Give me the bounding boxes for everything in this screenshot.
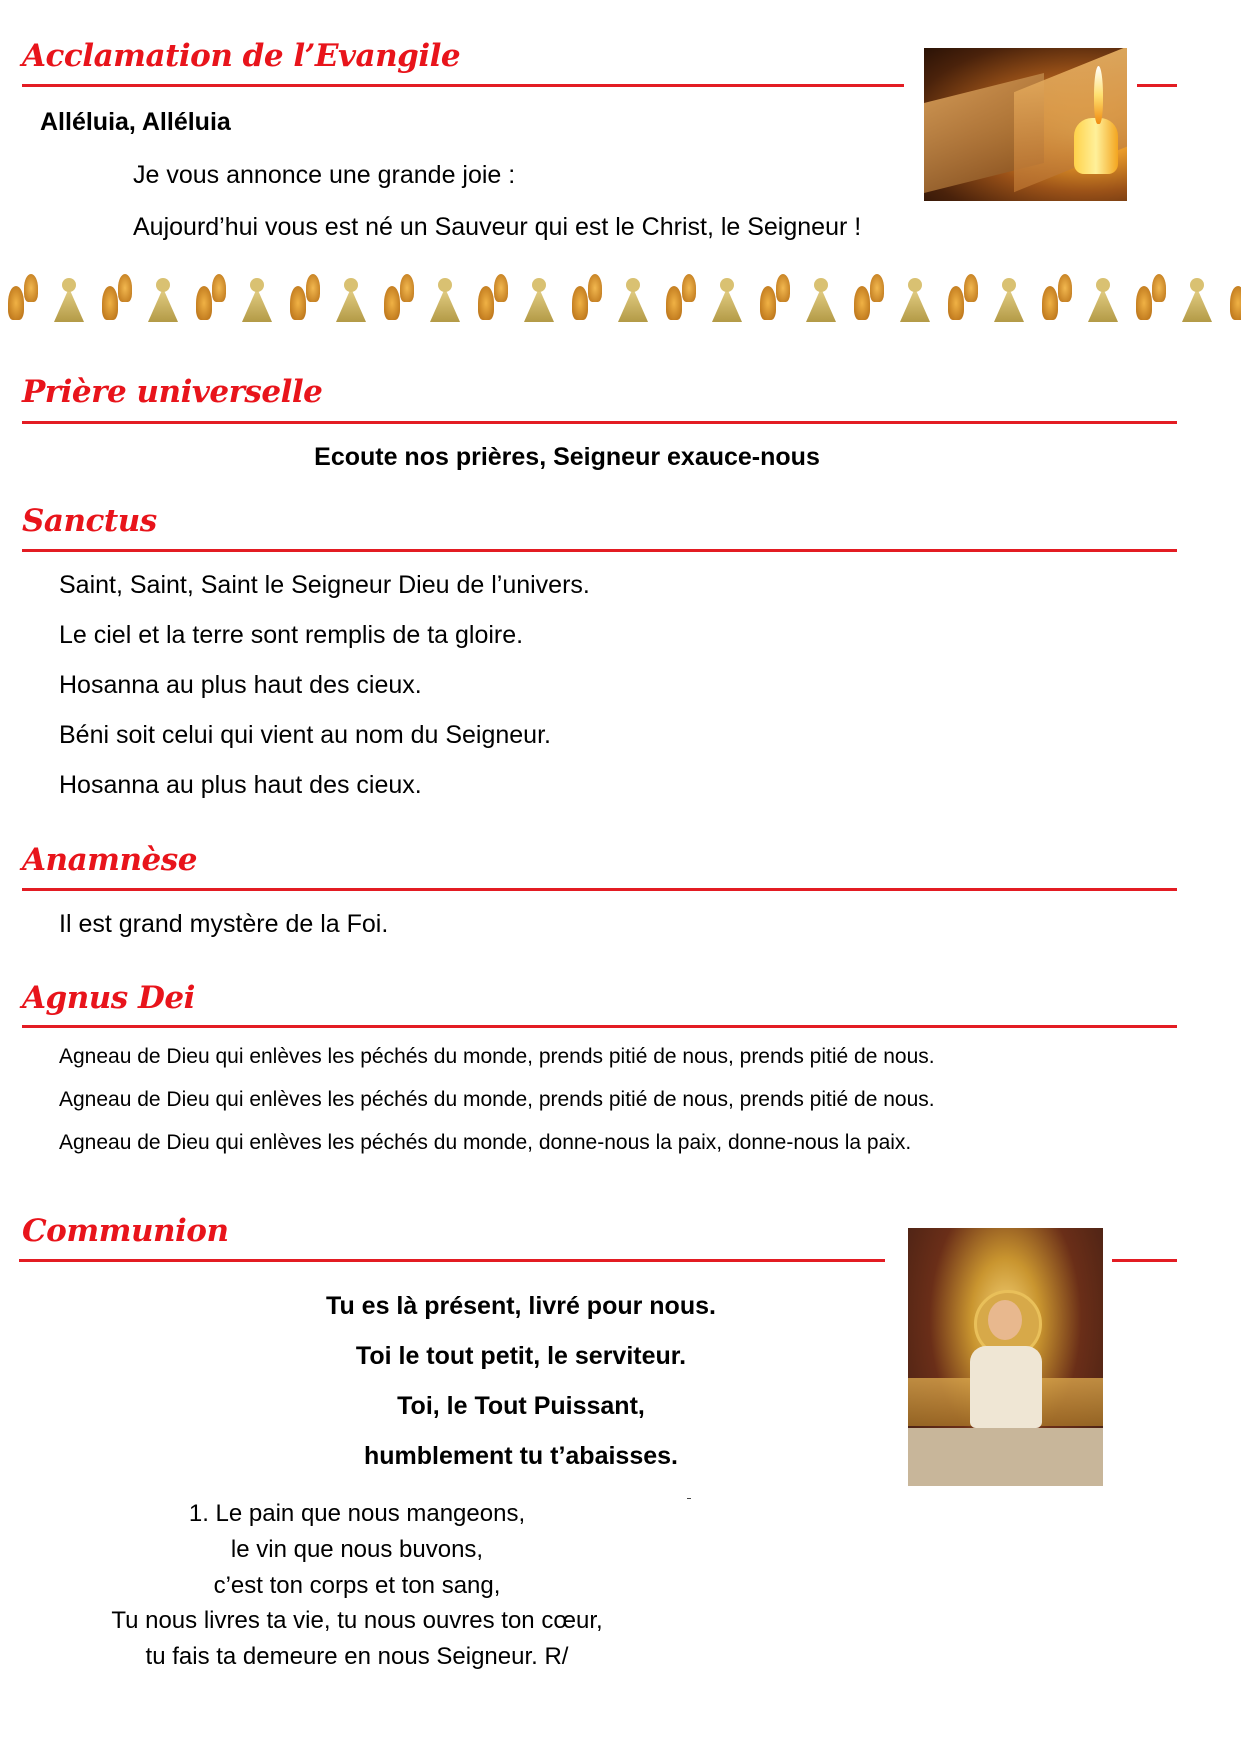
anamnese-line: Il est grand mystère de la Foi. bbox=[59, 910, 389, 938]
heading-rule bbox=[22, 421, 1177, 424]
gold-angel-icon bbox=[1080, 270, 1128, 322]
sanctus-line: Le ciel et la terre sont remplis de ta gloire. bbox=[59, 621, 524, 649]
stray-mark bbox=[687, 1498, 691, 1499]
gold-angel-icon bbox=[516, 270, 564, 322]
trumpet-cherub-icon bbox=[1034, 270, 1080, 322]
communion-verse-line: tu fais ta demeure en nous Seigneur. R/ bbox=[145, 1643, 569, 1670]
gold-angel-icon bbox=[328, 270, 376, 322]
heading-rule bbox=[22, 1025, 1177, 1028]
agnus-line: Agneau de Dieu qui enlèves les péchés du monde, prends pitié de nous, prends pitié de nous. bbox=[59, 1045, 935, 1068]
gold-angel-icon bbox=[704, 270, 752, 322]
heading-agnus: Agnus Dei bbox=[22, 980, 195, 1016]
communion-refrain-line: Tu es là présent, livré pour nous. bbox=[326, 1292, 716, 1320]
communion-refrain-line: Toi, le Tout Puissant, bbox=[397, 1392, 645, 1420]
sanctus-line: Hosanna au plus haut des cieux. bbox=[59, 771, 422, 799]
trumpet-cherub-icon bbox=[282, 270, 328, 322]
communion-refrain-line: Toi le tout petit, le serviteur. bbox=[355, 1342, 687, 1370]
gold-angel-icon bbox=[986, 270, 1034, 322]
priere-refrain: Ecoute nos prières, Seigneur exauce-nous bbox=[314, 443, 820, 471]
communion-verse-line: le vin que nous buvons, bbox=[230, 1536, 484, 1563]
trumpet-cherub-icon bbox=[564, 270, 610, 322]
trumpet-cherub-icon bbox=[658, 270, 704, 322]
agnus-line: Agneau de Dieu qui enlèves les péchés du monde, donne-nous la paix, donne-nous la paix. bbox=[59, 1131, 912, 1154]
communion-refrain-line: humblement tu t’abaisses. bbox=[364, 1442, 678, 1470]
sanctus-line: Saint, Saint, Saint le Seigneur Dieu de l’univers. bbox=[59, 571, 590, 599]
trumpet-cherub-icon bbox=[188, 270, 234, 322]
bible-candle-photo bbox=[924, 48, 1127, 201]
heading-rule bbox=[1137, 84, 1177, 87]
heading-rule bbox=[19, 1259, 885, 1262]
acclamation-line: Je vous annonce une grande joie : bbox=[133, 161, 516, 189]
trumpet-cherub-icon bbox=[846, 270, 892, 322]
communion-verse-line: Tu nous livres ta vie, tu nous ouvres ton cœur, bbox=[111, 1607, 603, 1634]
gold-angel-icon bbox=[140, 270, 188, 322]
gold-angel-icon bbox=[1174, 270, 1222, 322]
heading-acclamation: Acclamation de l’Evangile bbox=[22, 38, 461, 74]
heading-rule bbox=[1112, 1259, 1177, 1262]
gold-angel-icon bbox=[892, 270, 940, 322]
heading-rule bbox=[22, 84, 904, 87]
gold-angel-icon bbox=[46, 270, 94, 322]
trumpet-cherub-icon bbox=[752, 270, 798, 322]
trumpet-cherub-icon bbox=[376, 270, 422, 322]
acclamation-refrain: Alléluia, Alléluia bbox=[40, 108, 231, 136]
trumpet-cherub-icon bbox=[1222, 270, 1241, 322]
trumpet-cherub-icon bbox=[94, 270, 140, 322]
heading-sanctus: Sanctus bbox=[22, 503, 157, 539]
heading-rule bbox=[22, 549, 1177, 552]
heading-anamnese: Anamnèse bbox=[22, 842, 197, 878]
acclamation-line: Aujourd’hui vous est né un Sauveur qui est le Christ, le Seigneur ! bbox=[133, 213, 862, 241]
communion-verse-line: c’est ton corps et ton sang, bbox=[213, 1572, 501, 1599]
gold-angel-icon bbox=[798, 270, 846, 322]
sanctus-line: Hosanna au plus haut des cieux. bbox=[59, 671, 422, 699]
gold-angel-icon bbox=[610, 270, 658, 322]
trumpet-cherub-icon bbox=[1128, 270, 1174, 322]
gold-angel-icon bbox=[422, 270, 470, 322]
sanctus-line: Béni soit celui qui vient au nom du Seigneur. bbox=[59, 721, 551, 749]
heading-rule bbox=[22, 888, 1177, 891]
heading-priere: Prière universelle bbox=[22, 374, 323, 410]
trumpet-cherub-icon bbox=[0, 270, 46, 322]
communion-verse-line: 1. Le pain que nous mangeons, bbox=[188, 1500, 526, 1527]
angel-border bbox=[0, 262, 1241, 322]
agnus-line: Agneau de Dieu qui enlèves les péchés du monde, prends pitié de nous, prends pitié de nous. bbox=[59, 1088, 935, 1111]
gold-angel-icon bbox=[234, 270, 282, 322]
trumpet-cherub-icon bbox=[470, 270, 516, 322]
heading-communion: Communion bbox=[22, 1213, 229, 1249]
trumpet-cherub-icon bbox=[940, 270, 986, 322]
